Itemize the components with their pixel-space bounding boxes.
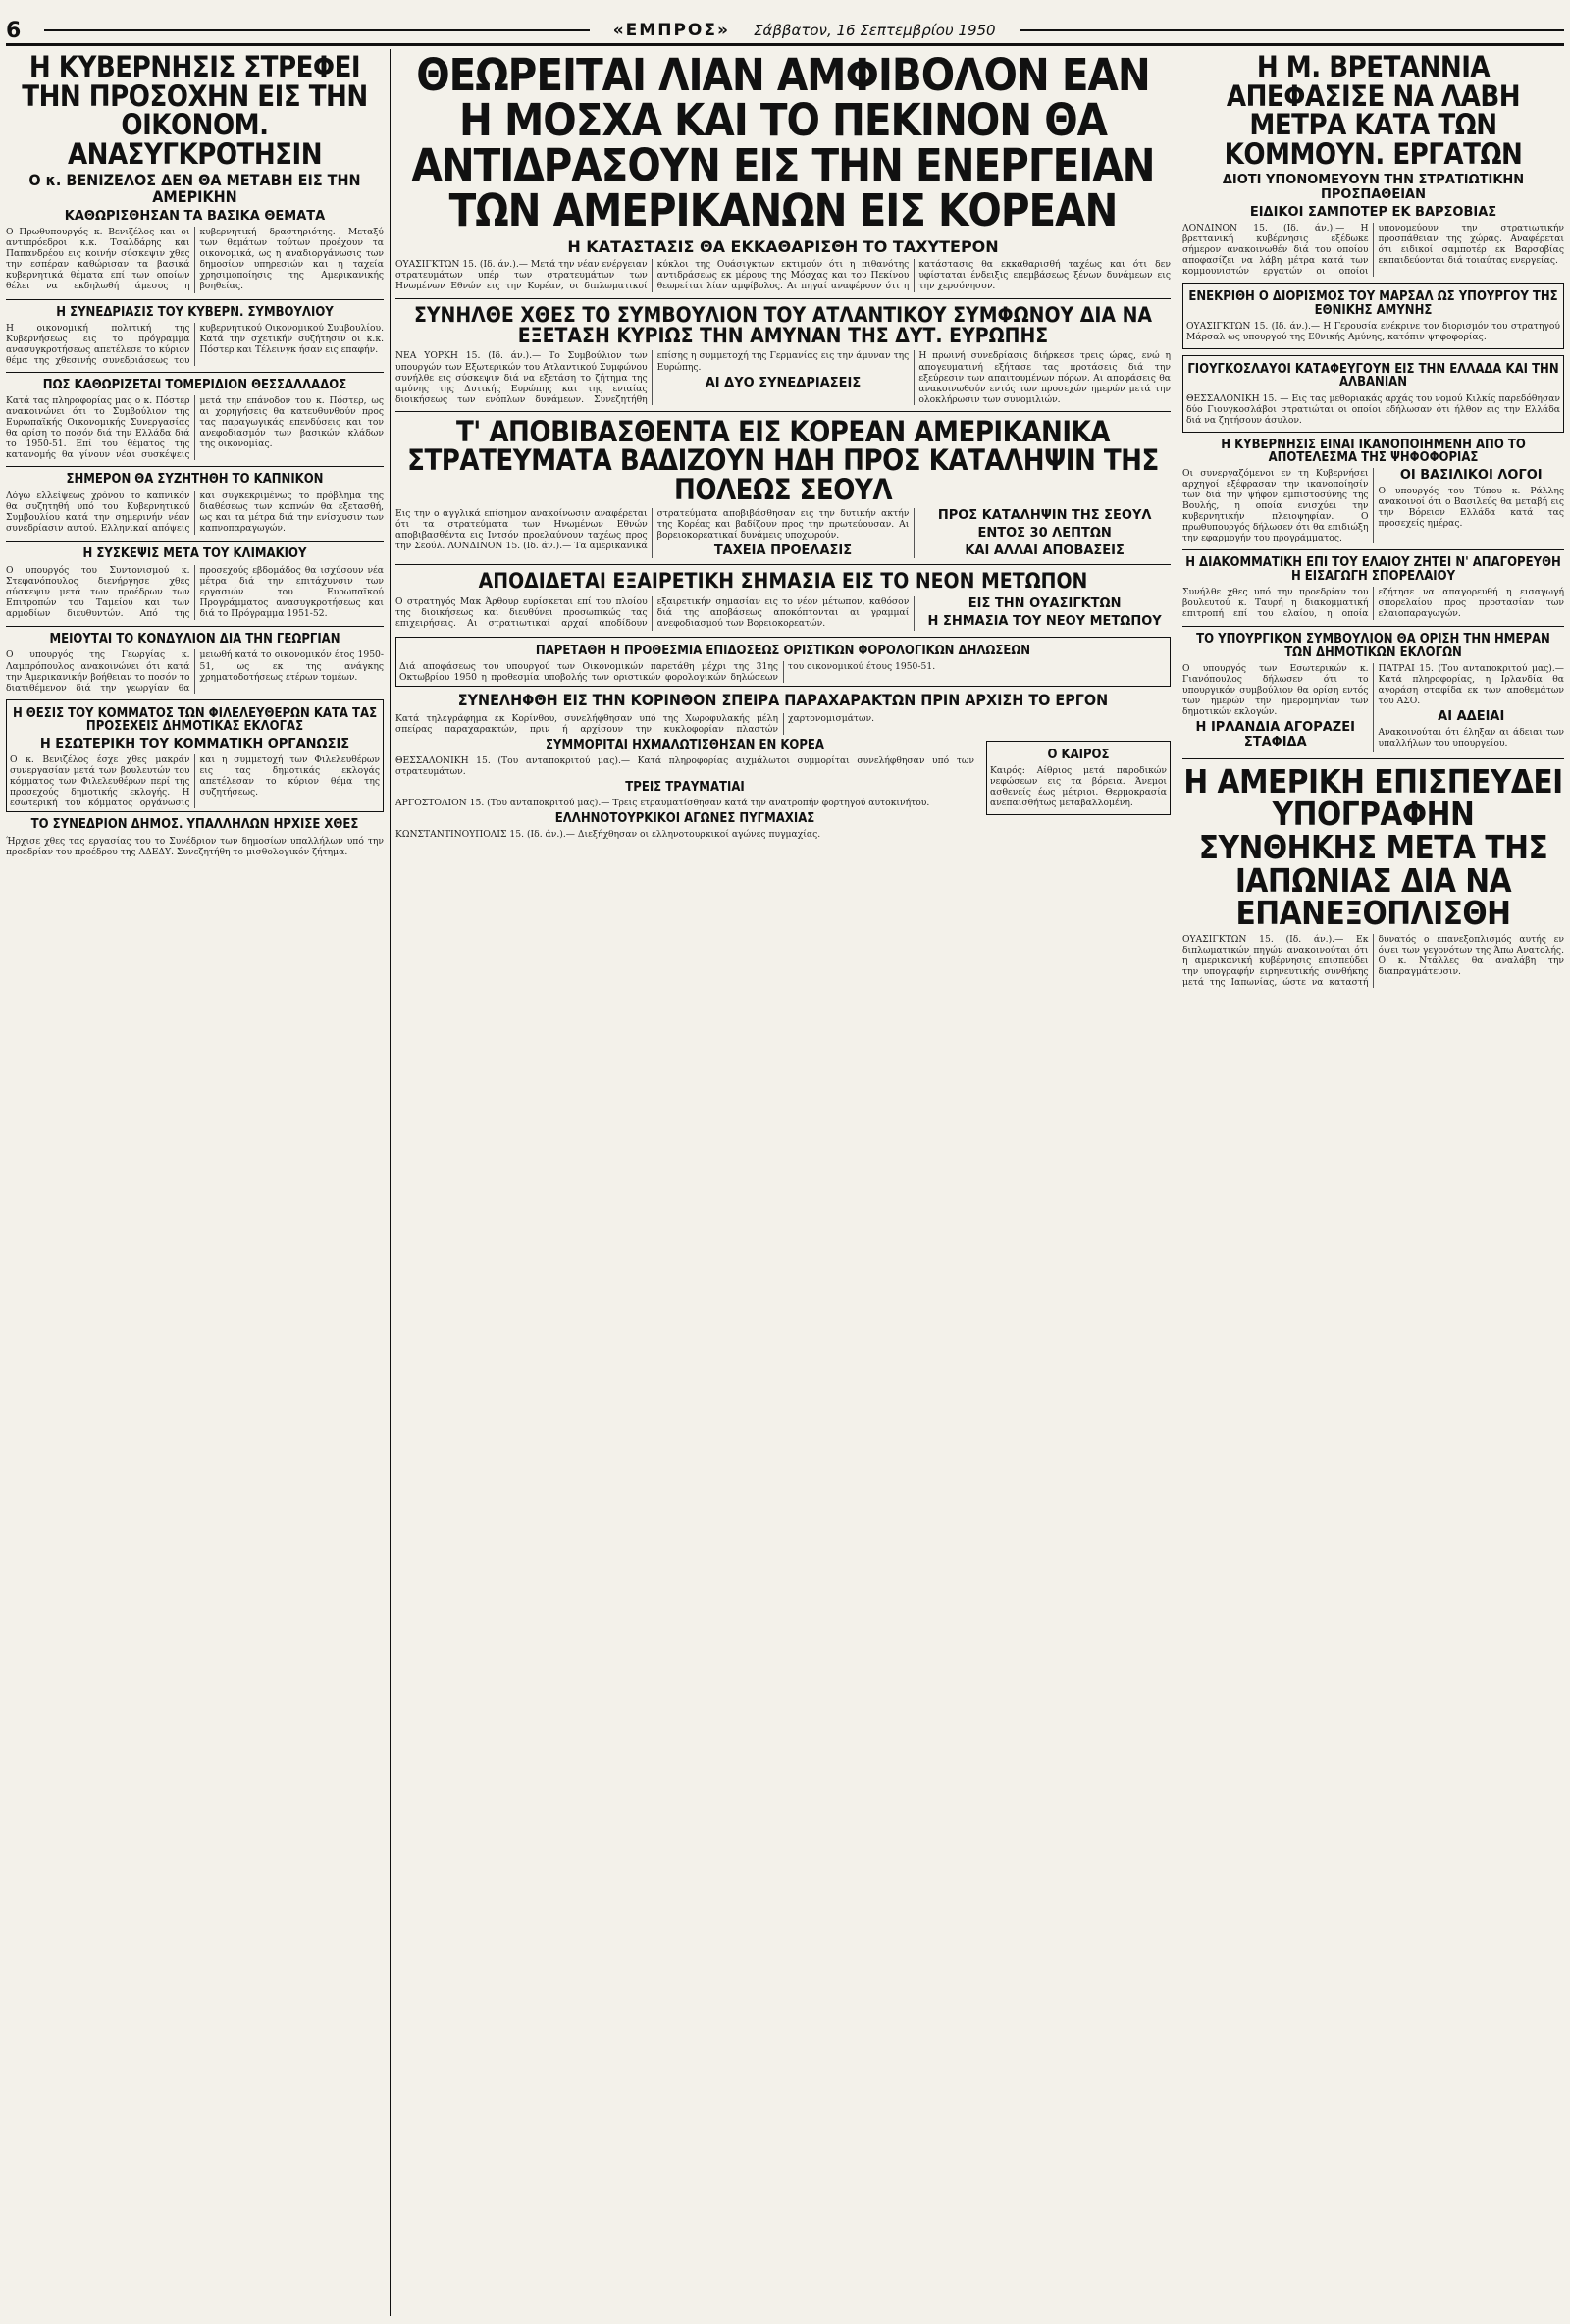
oil-text: Συνήλθε χθες υπό την προεδρίαν του βουλευτού κ. Ταυρή η διακομματική επιτροπή επί του ελαίου, η οποία εζήτησε να απαγορευθή η εισαγωγή σπορελαίου προς προστασίαν των ελαιοπαραγωγών. xyxy=(1182,586,1564,619)
masthead-rule xyxy=(44,29,589,31)
royal-kicker: ΟΙ ΒΑΣΙΛΙΚΟΙ ΛΟΓΟΙ xyxy=(1399,468,1543,484)
boxing-text: ΚΩΝΣΤΑΝΤΙΝΟΥΠΟΛΙΣ 15. (Ιδ. άν.).— Διεξήχθησαν οι ελληνοτουρκικοί αγώνες πυγμαχίας. xyxy=(395,829,821,841)
left-column xyxy=(6,49,384,2316)
raisin-text: ΠΑΤΡΑΙ 15. (Του ανταποκριτού μας).— Κατά πληροφορίας, η Ιρλανδία θα αγοράση σταφίδα εκ των αποθεμάτων του ΑΣΟ. xyxy=(1378,662,1564,707)
atlantic-text: ΝΕΑ ΥΟΡΚΗ 15. (Ιδ. άν.).— Το Συμβούλιον των υπουργών των Εξωτερικών του Ατλαντικού Συμφώνου συνήλθε εις σύσκεψιν διά να εξετάση το ζήτημα της αμύνης της Δυτικής Ευρώπης και της ενιαίας διοικήσεως των ενόπλων δυνάμεων. Συνεζητήθη επίσης η συμμετοχή της Γερμανίας εις την άμυναν της Ευρώπης. xyxy=(395,350,910,405)
page-number: 6 xyxy=(6,18,22,43)
raisin-kicker: Η ΙΡΛΑΝΔΙΑ ΑΓΟΡΑΖΕΙ ΣΤΑΦΙΔΑ xyxy=(1195,720,1355,750)
municipal-headline: ΤΟ ΥΠΟΥΡΓΙΚΟΝ ΣΥΜΒΟΥΛΙΟΝ ΘΑ ΟΡΙΣΗ ΤΗΝ ΗΜΕΡΑΝ ΤΩΝ ΔΗΜΟΤΙΚΩΝ ΕΚΛΟΓΩΝ xyxy=(1196,632,1550,660)
yugoslavs-headline: ΓΙΟΥΓΚΟΣΛΑΥΟΙ ΚΑΤΑΦΕΥΓΟΥΝ ΕΙΣ ΤΗΝ ΕΛΛΑΔΑ ΚΑΙ ΤΗΝ ΑΛΒΑΝΙΑΝ xyxy=(1187,362,1559,390)
front-kicker-2: Η ΣΗΜΑΣΙΑ ΤΟΥ ΝΕΟΥ ΜΕΤΩΠΟΥ xyxy=(927,613,1162,629)
thessaly-text: Κατά τας πληροφορίας μας ο κ. Πόστερ ανακοινώνει ότι το Συμβούλιον της Ευρωπαϊκής Οικονομικής Συνεργασίας θα ορίση το ποσόν διά την Ελλάδα διά το 1950-51. Επί του θέματος της κατανομής θα γίνουν νέαι συσκέψεις μετά την επάνοδον του κ. Πόστερ, ως αι χορηγήσεις θα κατευθυνθούν προς τας παραγωγικάς επενδύσεις και τον ανεφοδιασμόν των βασικών κλάδων της οικονομίας. xyxy=(6,395,384,461)
korea-kicker-2: ΠΡΟΣ ΚΑΤΑΛΗΨΙΝ ΤΗΣ ΣΕΟΥΛ xyxy=(937,508,1152,524)
front-headline: ΑΠΟΔΙΔΕΤΑΙ ΕΞΑΙΡΕΤΙΚΗ ΣΗΜΑΣΙΑ ΕΙΣ ΤΟ ΝΕΟΝ ΜΕΤΩΠΟΝ xyxy=(478,569,1088,594)
agriculture-headline: ΜΕΙΟΥΤΑΙ ΤΟ ΚΟΝΔΥΛΙΟΝ ΔΙΑ ΤΗΝ ΓΕΩΡΓΙΑΝ xyxy=(49,632,340,647)
tax-box xyxy=(395,637,1171,687)
korea-headline: Τ' ΑΠΟΒΙΒΑΣΘΕΝΤΑ ΕΙΣ ΚΟΡΕΑΝ ΑΜΕΡΙΚΑΝΙΚΑ ΣΤΡΑΤΕΥΜΑΤΑ ΒΑΔΙΖΟΥΝ ΗΔΗ ΠΡΟΣ ΚΑΤΑΛΗΨΙΝ ΤΗΣ ΠΟΛΕΩΣ ΣΕΟΥΛ xyxy=(407,414,1159,506)
tobacco-headline: ΣΗΜΕΡΟΝ ΘΑ ΣΥΖΗΤΗΘΗ ΤΟ ΚΑΠΝΙΚΟΝ xyxy=(66,472,324,488)
guerrillas-headline: ΣΥΜΜΟΡΙΤΑΙ ΗΧΜΑΛΩΤΙΣΘΗΣΑΝ ΕΝ ΚΟΡΕΑ xyxy=(546,737,824,752)
uk-headline: Η Μ. ΒΡΕΤΑΝΝΙΑ ΑΠΕΦΑΣΙΣΕ ΝΑ ΛΑΒΗ ΜΕΤΡΑ ΚΑΤΑ ΤΩΝ ΚΟΜΜΟΥΝ. ΕΡΓΑΤΩΝ xyxy=(1224,50,1523,171)
weather-box xyxy=(986,741,1171,815)
main-kicker: Η ΚΑΤΑΣΤΑΣΙΣ ΘΑ ΕΚΚΑΘΑΡΙΣΘΗ ΤΟ ΤΑΧΥΤΕΡΟΝ xyxy=(567,236,999,256)
korea-kicker-4: ΚΑΙ ΑΛΛΑΙ ΑΠΟΒΑΣΕΙΣ xyxy=(965,543,1125,559)
paper-name: «ΕΜΠΡΟΣ» xyxy=(612,21,730,40)
uk-kicker: ΕΙΔΙΚΟΙ ΣΑΜΠΟΤΕΡ ΕΚ ΒΑΡΣΟΒΙΑΣ xyxy=(1249,205,1497,221)
yugoslavs-text: ΘΕΣΣΑΛΟΝΙΚΗ 15. — Εις τας μεθοριακάς αρχάς του νομού Κιλκίς παρεδόθησαν δύο Γιουγκοσλάβοι στρατιώται οι οποίοι εδήλωσαν ότι ήλθον εις την Ελλάδα διά να ζητήσουν άσυλον. xyxy=(1186,392,1560,426)
meeting-headline: Η ΣΥΣΚΕΨΙΣ ΜΕΤΑ ΤΟΥ ΚΛΙΜΑΚΙΟΥ xyxy=(82,546,307,562)
lead-subhead: Ο κ. ΒΕΝΙΖΕΛΟΣ ΔΕΝ ΘΑ ΜΕΤΑΒΗ ΕΙΣ ΤΗΝ ΑΜΕΡΙΚΗΝ xyxy=(28,171,361,206)
tax-headline: ΠΑΡΕΤΑΘΗ Η ΠΡΟΘΕΣΜΙΑ ΕΠΙΔΟΣΕΩΣ ΟΡΙΣΤΙΚΩΝ ΦΟΡΟΛΟΓΙΚΩΝ ΔΗΛΩΣΕΩΝ xyxy=(535,643,1031,658)
weather-text: Καιρός: Αίθριος μετά παροδικών νεφώσεων εις τα βόρεια. Άνεμοι ασθενείς έως μέτριοι. Θερμοκρασία ανεπαισθήτως μεταβαλλομένη. xyxy=(990,764,1167,808)
front-kicker-1: ΕΙΣ ΤΗΝ ΟΥΑΣΙΓΚΤΩΝ xyxy=(968,595,1122,611)
korea-kicker-1: ΤΑΧΕΙΑ ΠΡΟΕΛΑΣΙΣ xyxy=(713,543,853,559)
oil-headline: Η ΔΙΑΚΟΜΜΑΤΙΚΗ ΕΠΙ ΤΟΥ ΕΛΑΙΟΥ ΖΗΤΕΙ Ν' ΑΠΑΓΟΡΕΥΘΗ Η ΕΙΣΑΓΩΓΗ ΣΠΟΡΕΛΑΙΟΥ xyxy=(1185,555,1561,584)
center-column xyxy=(395,49,1171,2316)
weather-headline: Ο ΚΑΙΡΟΣ xyxy=(1047,747,1110,762)
column-rule xyxy=(390,49,391,2316)
atlantic-text-2: Η πρωινή συνεδρίασις διήρκεσε τρεις ώρας, ενώ η απογευματινή εξήτασε τας προτάσεις διά την εξεύρεσιν των απαιτουμένων πόρων. Αι αποφάσεις θα ανακοινωθούν εντός των προσεχών ημερών μετά την ολοκλήρωσιν των συνομιλιών. xyxy=(918,350,1171,405)
lead-headline: Η ΚΥΒΕΡΝΗΣΙΣ ΣΤΡΕΦΕΙ ΤΗΝ ΠΡΟΣΟΧΗΝ ΕΙΣ ΤΗΝ ΟΙΚΟΝΟΜ. ΑΝΑΣΥΓΚΡΟΤΗΣΙΝ xyxy=(22,50,368,171)
leave-text: Ανακοινούται ότι έληξαν αι άδειαι των υπαλλήλων του υπουργείου. xyxy=(1378,727,1564,749)
royal-text: Ο υπουργός του Τύπου κ. Ράλλης ανακοινοί ότι ο Βασιλεύς θα μεταβή εις την Βόρειον Ελλάδα κατά τας προσεχείς ημέρας. xyxy=(1378,486,1564,530)
marshall-text: ΟΥΑΣΙΓΚΤΩΝ 15. (Ιδ. άν.).— Η Γερουσία ενέκρινε τον διορισμόν του στρατηγού Μάρσαλ ως υπουργού της Εθνικής Αμύνης, κατόπιν ψηφοφορίας. xyxy=(1186,320,1560,342)
government-headline: Η ΚΥΒΕΡΝΗΣΙΣ ΕΙΝΑΙ ΙΚΑΝΟΠΟΙΗΜΕΝΗ ΑΠΟ ΤΟ ΑΠΟΤΕΛΕΣΜΑ ΤΗΣ ΨΗΦΟΦΟΡΙΑΣ xyxy=(1221,437,1526,465)
column-rule xyxy=(1177,49,1178,2316)
front-text: Ο στρατηγός Μακ Άρθουρ ευρίσκεται επί του πλοίου της διοικήσεως και διευθύνει προσωπικώς τας επιχειρήσεις. Αι στρατιωτικαί αρχαί αποδίδουν εξαιρετικήν σημασίαν εις το νέον μέτωπον, καθόσον διά της αποβάσεως αποκόπτονται αι γραμμαί ανεφοδιασμού των Βορειοκορεατών. xyxy=(395,595,910,629)
government-text: Οι συνεργαζόμενοι εν τη Κυβερνήσει αρχηγοί εξέφρασαν την ικανοποίησίν των διά την ψήφον εμπιστοσύνης της Βουλής, η οποία ενισχύει την κυβερνητικήν πλειοψηφίαν. Ο πρωθυπουργός δήλωσεν ότι θα επιδιώξη την εφαρμογήν του προγράμματος. xyxy=(1182,468,1369,544)
liberals-text: Ο κ. Βενιζέλος έσχε χθες μακράν συνεργασίαν μετά των βουλευτών του κόμματος των Φιλελευθέρων περί της προσεχούς δημοτικής εκλογής. Η εσωτερική του κόμματος οργάνωσις και η συμμετοχή των Φιλελευθέρων εις τας δημοτικάς εκλογάς απετέλεσαν το κύριον θέμα της συζητήσεως. xyxy=(10,754,380,809)
lead-kicker: ΚΑΘΩΡΙΣΘΗΣΑΝ ΤΑ ΒΑΣΙΚΑ ΘΕΜΑΤΑ xyxy=(64,208,326,224)
lead-text: Ο Πρωθυπουργός κ. Βενιζέλος και οι αντιπρόεδροι κ.κ. Τσαλδάρης και Παπανδρέου εις κοινήν σύσκεψιν χθες την εσπέραν καθώρισαν τα βασικά κυβερνητικά θέματα επί των οποίων θέλει να εκδηλωθή άμεσος η κυβερνητική δραστηριότης. Μεταξύ των θεμάτων τούτων προέχουν τα οικονομικά, ως η αναδιοργάνωσις των δημοσίων υπηρεσιών και η ταχεία χρησιμοποίησις της Αμερικανικής βοηθείας. xyxy=(6,226,384,292)
thessaly-headline: ΠΩΣ ΚΑΘΩΡΙΖΕΤΑΙ ΤΟΜΕΡΙΔΙΟΝ ΘΕΣΣΑΛΛΑΔΟΣ xyxy=(42,378,347,392)
liberals-headline: Η ΘΕΣΙΣ ΤΟΥ ΚΟΜΜΑΤΟΣ ΤΩΝ ΦΙΛΕΛΕΥΘΕΡΩΝ ΚΑΤΑ ΤΑΣ ΠΡΟΣΕΧΕΙΣ ΔΗΜΟΤΙΚΑΣ ΕΚΛΟΓΑΣ xyxy=(12,705,378,734)
masthead-rule xyxy=(1020,29,1564,31)
agriculture-text: Ο υπουργός της Γεωργίας κ. Λαμπρόπουλος ανακοινώνει ότι κατά την Αμερικανικήν βοήθειαν το ποσόν το διατιθέμενον διά την γεωργίαν θα μειωθή κατά το οικονομικόν έτος 1950-51, ως εκ της ανάγκης χρηματοδοτήσεως ετέρων τομέων. xyxy=(6,649,384,694)
uk-subhead: ΔΙΟΤΙ ΥΠΟΝΟΜΕΥΟΥΝ ΤΗΝ ΣΤΡΑΤΙΩΤΙΚΗΝ ΠΡΟΣΠΑΘΕΙΑΝ xyxy=(1222,173,1525,203)
masthead xyxy=(6,18,1564,46)
tobacco-text: Λόγω ελλείψεως χρόνου το καπνικόν θα συζητηθή υπό του Κυβερνητικού Συμβουλίου κατά την σημερινήν νέαν συνεδρίασιν αυτού. Ελληνικαί απόψεις και συγκεκριμένως το πρόβλημα της διαθέσεως των καπνών θα εξετασθή, ως και τα μέτρα διά την ενίσχυσιν των καπνοπαραγωγών. xyxy=(6,490,384,534)
main-text: ΟΥΑΣΙΓΚΤΩΝ 15. (Ιδ. άν.).— Μετά την νέαν ενέργειαν στρατευμάτων υπέρ των στρατευμάτων των Ηνωμένων Εθνών εις την Κορέαν, οι διπλωματικοί κύκλοι της Ουάσιγκτων εκτιμούν ότι η πιθανότης αντιδράσεως εκ μέρους της Μόσχας και του Πεκίνου θεωρείται λίαν αμφίβολος. Αι πηγαί αναφέρουν ότι η κατάστασις θα εκκαθαρισθή ταχέως και ότι δεν υφίσταται ένδειξις επεμβάσεως ξένων δυνάμεων εις την χερσόνησον. xyxy=(395,258,1171,291)
congress-headline: ΤΟ ΣΥΝΕΔΡΙΟΝ ΔΗΜΟΣ. ΥΠΑΛΛΗΛΩΝ ΗΡΧΙΣΕ ΧΘΕΣ xyxy=(30,817,359,833)
cabinet-headline: Η ΣΥΝΕΔΡΙΑΣΙΣ ΤΟΥ ΚΥΒΕΡΝ. ΣΥΜΒΟΥΛΙΟΥ xyxy=(56,304,334,320)
atlantic-headline: ΣΥΝΗΛΘΕ ΧΘΕΣ ΤΟ ΣΥΜΒΟΥΛΙΟΝ ΤΟΥ ΑΤΛΑΝΤΙΚΟΥ ΣΥΜΦΩΝΟΥ ΔΙΑ ΝΑ ΕΞΕΤΑΣΗ ΚΥΡΙΩΣ ΤΗΝ ΑΜΥΝΑΝ ΤΗΣ ΔΥΤ. ΕΥΡΩΠΗΣ xyxy=(413,302,1153,348)
injured-headline: ΤΡΕΙΣ ΤΡΑΥΜΑΤΙΑΙ xyxy=(625,779,745,795)
japan-text: ΟΥΑΣΙΓΚΤΩΝ 15. (Ιδ. άν.).— Εκ διπλωματικών πηγών ανακοινούται ότι η αμερικανική κυβέρνησις επισπεύδει την υπογραφήν ειρηνευτικής συνθήκης μετά της Ιαπωνίας, ώστε να καταστή δυνατός ο επανεξοπλισμός αυτής εν όψει των γεγονότων της Άπω Ανατολής. Ο κ. Ντάλλες θα αναλάβη την διαπραγμάτευσιν. xyxy=(1182,933,1564,989)
meeting-text: Ο υπουργός του Συντονισμού κ. Στεφανόπουλος διενήργησε χθες σύσκεψιν μετά των προέδρων των Επιτροπών του Ταμείου και των αρμοδίων διευθυντών. Από της προσεχούς εβδομάδος θα ισχύσουν νέα μέτρα διά την επιτάχυνσιν των εργασιών του Ευρωπαϊκού Προγράμματος ανασυγκροτήσεως και διά το Πρόγραμμα 1951-52. xyxy=(6,564,384,619)
yugoslavs-box xyxy=(1182,355,1564,433)
issue-date: Σάββατον, 16 Σεπτεμβρίου 1950 xyxy=(753,22,996,39)
uk-text: ΛΟΝΔΙΝΟΝ 15. (Ιδ. άν.).— Η βρεττανική κυβέρνησις εξέδωκε σήμερον ανακοινωθέν διά του οποίου αποφασίζει να λάβη μέτρα κατά των κομμουνιστών εργατών οι οποίοι υπονομεύουν την στρατιωτικήν προσπάθειαν της χώρας. Αναφέρεται ότι ειδικοί σαμποτέρ εκ Βαρσοβίας εκπαιδεύονται διά τοιαύτας ενεργείας. xyxy=(1182,223,1564,278)
tax-text: Διά αποφάσεως του υπουργού των Οικονομικών παρετάθη μέχρι της 31ης Οκτωβρίου 1950 η προθεσμία υποβολής των οριστικών φορολογικών δηλώσεων του οικονομικού έτους 1950-51. xyxy=(399,661,936,684)
korea-text: Εις την ο αγγλικά επίσημον ανακοίνωσιν αναφέρεται ότι τα στρατεύματα των Ηνωμένων Εθνών αποβιβασθέντα εις Ιντσόν προελαύνουν ταχέως προς την Σεούλ. ΛΟΝΔΙΝΟΝ 15. (Ιδ. άν.).— Τα αμερικανικά στρατεύματα αποβιβάσθησαν εις την δυτικήν ακτήν της Κορέας και βαδίζουν προς την πρωτεύουσαν. Αι βορειοκορεατικαί δυνάμεις υποχωρούν. xyxy=(395,508,910,552)
liberals-box xyxy=(6,699,384,813)
municipal-text: Ο υπουργός των Εσωτερικών κ. Γιανόπουλος δήλωσεν ότι το υπουργικόν συμβούλιον θα ορίση εντός των ημερών την ημερομηνίαν των δημοτικών εκλογών. xyxy=(1182,662,1369,718)
cabinet-text: Η οικονομική πολιτική της Κυβερνήσεως εις το πρόγραμμα ανασυγκροτήσεως απετέλεσε το κύριον θέμα της χθεσινής συνεδριάσεως του κυβερνητικού Οικονομικού Συμβουλίου. Κατά την σχετικήν συζήτησιν οι κ.κ. Πόστερ και Τέλεινγκ ήσαν εις επαφήν. xyxy=(6,322,384,366)
marshall-box xyxy=(1182,283,1564,349)
guerrillas-text: ΘΕΣΣΑΛΟΝΙΚΗ 15. (Του ανταποκριτού μας).— Κατά πληροφορίας αιχμάλωτοι συμμορίται συνελήφθησαν υπό των στρατευμάτων. xyxy=(395,754,974,777)
congress-text: Ήρχισε χθες τας εργασίας του το Συνέδριον των δημοσίων υπαλλήλων υπό την προεδρίαν του προέδρου της ΑΔΕΔΥ. Συνεζητήθη το μισθολογικόν ζήτημα. xyxy=(6,835,384,857)
korea-kicker-3: ΕΝΤΟΣ 30 ΛΕΠΤΩΝ xyxy=(977,526,1112,542)
liberals-kicker: Η ΕΣΩΤΕΡΙΚΗ ΤΟΥ ΚΟΜΜΑΤΙΚΗ ΟΡΓΑΝΩΣΙΣ xyxy=(39,737,350,752)
corinth-text: Κατά τηλεγράφημα εκ Κορίνθου, συνελήφθησαν υπό της Χωροφυλακής μέλη σπείρας παραχαρακτών, πριν ή αρχίσουν την κυκλοφορίαν πλαστών χαρτονομισμάτων. xyxy=(395,712,875,735)
corinth-headline: ΣΥΝΕΛΗΦΘΗ ΕΙΣ ΤΗΝ ΚΟΡΙΝΘΟΝ ΣΠΕΙΡΑ ΠΑΡΑΧΑΡΑΚΤΩΝ ΠΡΙΝ ΑΡΧΙΣΗ ΤΟ ΕΡΓΟΝ xyxy=(457,691,1109,710)
leave-kicker: ΑΙ ΑΔΕΙΑΙ xyxy=(1438,709,1505,725)
japan-headline: Η ΑΜΕΡΙΚΗ ΕΠΙΣΠΕΥΔΕΙ ΥΠΟΓΡΑΦΗΝ ΣΥΝΘΗΚΗΣ ΜΕΤΑ ΤΗΣ ΙΑΠΩΝΙΑΣ ΔΙΑ ΝΑ ΕΠΑΝΕΞΟΠΛΙΣΘΗ xyxy=(1183,761,1563,933)
right-column xyxy=(1182,49,1564,2316)
boxing-headline: ΕΛΛΗΝΟΤΟΥΡΚΙΚΟΙ ΑΓΩΝΕΣ ΠΥΓΜΑΧΙΑΣ xyxy=(554,811,815,827)
atlantic-kicker: ΑΙ ΔΥΟ ΣΥΝΕΔΡΙΑΣΕΙΣ xyxy=(705,375,862,390)
injured-text: ΑΡΓΟΣΤΟΛΙΟΝ 15. (Του ανταποκριτού μας).— Τρεις ετραυματίσθησαν κατά την ανατροπήν φορτηγού αυτοκινήτου. xyxy=(395,798,930,809)
main-headline: ΘΕΩΡΕΙΤΑΙ ΛΙΑΝ ΑΜΦΙΒΟΛΟΝ ΕΑΝ Η ΜΟΣΧΑ ΚΑΙ ΤΟ ΠΕΚΙΝΟΝ ΘΑ ΑΝΤΙΔΡΑΣΟΥΝ ΕΙΣ ΤΗΝ ΕΝΕΡΓΕΙΑΝ ΤΩΝ ΑΜΕΡΙΚΑΝΩΝ ΕΙΣ ΚΟΡΕΑΝ xyxy=(411,49,1155,236)
marshall-headline: ΕΝΕΚΡΙΘΗ Ο ΔΙΟΡΙΣΜΟΣ ΤΟΥ ΜΑΡΣΑΛ ΩΣ ΥΠΟΥΡΓΟΥ ΤΗΣ ΕΘΝΙΚΗΣ ΑΜΥΝΗΣ xyxy=(1188,289,1558,318)
